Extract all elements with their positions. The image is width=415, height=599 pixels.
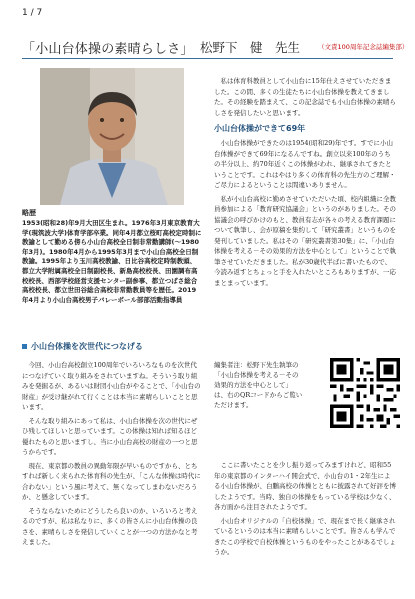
portrait-photo: [40, 68, 184, 205]
square-bullet-icon: [22, 344, 27, 349]
right-column-lower: [214, 460, 397, 561]
paragraph-research-council: 私が小山台高校に勤めさせていただいた頃、校内組織に全教員参加による「教育研究協議会」というのがありました。その協議会の呼びかけのもと、教員有志が各々の考える教育課題について執筆し、会が原稿を集約して「研究叢書」というものを発刊していました。私はその「研究叢書第30集」に、「小山台体操を考える－その効果的方法を中心として」ということで執筆させていただきました。私が30歳代半ばに書いたもので、今読み返すとちょっと手を入れたいところもありますが、一応まとまっています。: [214, 194, 396, 287]
page-number: 1 / 7: [22, 8, 43, 18]
right-column: [214, 76, 397, 291]
author-name: 松野下 健 先生: [200, 40, 301, 55]
paragraph-method: そうならないためにどうしたら良いのか、いろいろと考えるのですが、私は私なりに、多くの皆さんに小山台体操の良さを、素晴らしさを発信していくことが一つの方法かなと考えました。: [22, 506, 198, 546]
title-rule: [22, 58, 393, 59]
paragraph-keep-exercise: そんな取り組みにあって私は、小山台体操を次の世代にぜひ残してほしいと思っています。この体操は知れば知るほど優れたものと思いますし、当に小山台高校の財産の一つと思うからです。: [22, 416, 198, 456]
bio-heading: 略歴: [22, 209, 36, 217]
section-heading-text: 小山台体操を次世代につなげる: [31, 342, 143, 351]
series-credit: （文責100周年記念誌編集部）: [318, 43, 409, 51]
paragraph-69-years: 小山台体操ができたのは1954(昭和29)年です。すでに小山台体操ができて69年になるんですね。創立以来100年のうちの半分以上、約70年近くこの体操がわれ、継承されてきたということです。これはやはり多くの体育科の先生方のご理解・ご尽力によるということは間違いありません。: [214, 139, 396, 189]
left-column-lower: [22, 341, 202, 551]
section-heading-next-generation: [22, 341, 202, 352]
section-heading-69-years: [214, 123, 397, 134]
page-title: 「小山台体操の素晴らしさ」: [22, 42, 194, 57]
paragraph-100-anniversary: 今回、小山台高校創立100周年でいろいろなものを次世代につなげていく取り組みをされていますね。そういう取り組みを発掘るが、あるいは財団小山台がやることで、「小山台の財産」が受け継がれて行くことは本当に素晴らしいことと思います。: [22, 361, 201, 411]
qr-code[interactable]: [330, 358, 400, 428]
editor-note: 編集者注：松野下先生執筆の「小山台体操を考える－その効果的方法を中心として」は、右のQRコードからご覧いただけます。: [214, 361, 303, 409]
paragraph-inter-high: ここに書いたことを少し振り返ってみますけれど、昭和55年の東京都のインターハイ開会式で、小山台の1・2年生による小山台体操が、白鵬高校の体操とともに披露されて好評を博したようです。当時、独自の体操をもっている学校は少なく、各方面から注目されたようです。: [214, 461, 396, 511]
bio-text: 1953(昭和28)年9月大田区生まれ。1976年3月東京教育大学(現筑波大学)体育学部卒業。同年4月都立桜町高校定時制に教諭として勤める傍ら小山台高校全日制非常勤講師(～1980年3月)。1980年4月から1995年3月まで小山台高校全日制教諭。1995年より玉川高校教諭、日比谷高校定時制教頭、都立大学附属高校全日制副校長、新島高校校長、田園調布高校校長、西部学校経営支援センター副参事、都立つばさ総合高校校長、都立世田谷総合高校非常勤教員等を歴任。2019年4月より小山台高校男子バレーボール部部活動指導員: [22, 219, 202, 304]
paragraph-concern: 現在、東京都の教員の異動年限が早いものですから、とちすれば新しく来られた体育科の先生が、「こんな体操は時代に合わない」という風に考えて、無くなってしまわないだろうか、と懸念しています。: [22, 461, 201, 501]
qr-code-icon: [330, 358, 400, 428]
portrait-image: [40, 68, 184, 205]
section-heading-text: 小山台体操ができて69年: [214, 124, 306, 133]
intro-paragraph: 私は体育科教員として小山台に15年仕えさせていただきました。この間、多くの生徒たちに小山台体操を教えてきました。その経験を踏まえて、この記念誌でも小山台体操の素晴らしさを発信したいと思います。: [214, 77, 396, 117]
paragraph-original-exercise: 小山台オリジナルの「自校体操」で、現在まで長く継承されているというのは本当に素晴らしいことです。皆さんも学んできたこの学校で自校体操というものをやったことがあるでしょうか。: [214, 516, 396, 556]
